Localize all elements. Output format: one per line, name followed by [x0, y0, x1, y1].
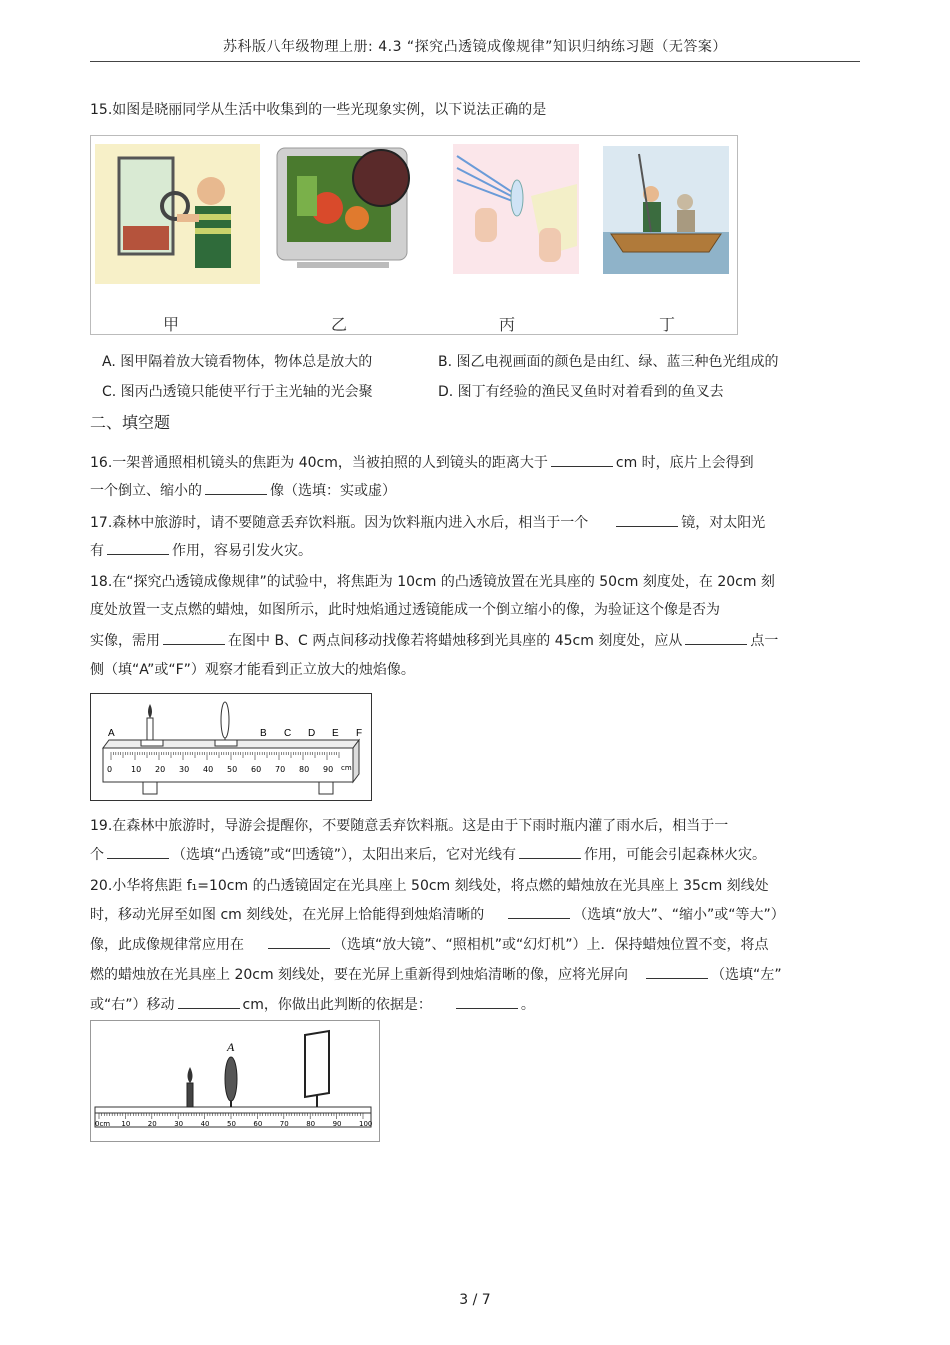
q18-point-label: B: [260, 728, 267, 739]
q19-text-a: 个: [90, 847, 104, 863]
q16-text-c: 一个倒立、缩小的: [90, 483, 202, 499]
q18-blank-2: [685, 630, 747, 645]
figure-ding-image: [603, 146, 729, 274]
q18-tick-label: 0: [107, 765, 113, 774]
q18-line4: 侧（填“A”或“F”）观察才能看到正立放大的烛焰像。: [90, 662, 415, 678]
q20-tick-label: 10: [121, 1120, 131, 1128]
q17-line2: [90, 540, 860, 561]
q19-blank-1: [107, 844, 169, 859]
q20-tick-label: 0cm: [95, 1120, 111, 1128]
page-header: 苏科版八年级物理上册: 4.3 “探究凸透镜成像规律”知识归纳练习题（无答案）: [223, 39, 727, 55]
q20-blank-3: [646, 964, 708, 979]
q20-figure: [90, 1020, 380, 1142]
q20-optical-bench: [91, 1021, 379, 1141]
figure-label-yi: 乙: [331, 315, 348, 334]
q18-tick-label: 10: [131, 765, 142, 774]
q17-text-b: 镜，对太阳光: [681, 515, 766, 531]
q18-text-c: 点一: [750, 633, 779, 649]
figure-yi-image: [277, 148, 409, 268]
q20-text-d: （选填“放大镜”、“照相机”或“幻灯机”）上．保持蜡烛位置不变，将点: [333, 937, 769, 953]
q17-blank-1: [616, 512, 678, 527]
q17-text-c: 有: [90, 543, 104, 559]
q15-figure: [90, 135, 738, 335]
q16-text-d: 像（选填：实或虚）: [270, 483, 396, 499]
figure-label-jia: 甲: [163, 315, 180, 334]
q18-tick-label: 50: [227, 765, 238, 774]
q18-text-a: 实像，需用: [90, 633, 160, 649]
figure-jia-image: [95, 144, 260, 284]
q20-blank-2: [268, 934, 330, 949]
q20-line3: [90, 934, 860, 955]
q18-unit-label: cm: [341, 764, 352, 772]
q15-option-d: D. 图丁有经验的渔民叉鱼时对着看到的鱼叉去: [438, 384, 724, 400]
q19-line1: 19.在森林中旅游时，导游会提醒你，不要随意丢弃饮料瓶。这是由于下雨时瓶内灌了雨水后，相当于一: [90, 818, 729, 834]
q16-blank-2: [205, 480, 267, 495]
q20-text-e: 燃的蜡烛放在光具座上 20cm 刻线处，要在光屏上重新得到烛焰清晰的像，应将光屏向: [90, 967, 629, 983]
q18-text-b: 在图中 B、C 两点间移动找像若将蜡烛移到光具座的 45cm 刻度处，应从: [228, 633, 683, 649]
header-divider: [90, 61, 860, 62]
q18-line1: 18.在“探究凸透镜成像规律”的试验中，将焦距为 10cm 的凸透镜放置在光具座的 50cm 刻度处，在 20cm 刻: [90, 574, 775, 590]
q16-text-b: cm 时，底片上会得到: [615, 455, 754, 471]
q15-option-a: A. 图甲隔着放大镜看物体，物体总是放大的: [102, 354, 373, 370]
q15-figure-art: [91, 136, 737, 334]
q20-text-h: cm，你做出此判断的依据是：: [242, 997, 432, 1013]
q18-tick-label: 20: [155, 765, 166, 774]
q20-tick-label: 90: [332, 1120, 342, 1128]
figure-label-bing: 丙: [499, 315, 516, 334]
q15-option-b: B. 图乙电视画面的颜色是由红、绿、蓝三种色光组成的: [438, 354, 779, 370]
q19-text-b: （选填“凸透镜”或“凹透镜”），太阳出来后，它对光线有: [172, 847, 517, 863]
q20-blank-1: [508, 904, 570, 919]
page-number: 3 / 7: [459, 1292, 491, 1308]
q20-tick-label: 80: [306, 1120, 316, 1128]
q20-text-c: 像，此成像规律常应用在: [90, 937, 244, 953]
figure-bing-image: [453, 144, 579, 274]
figure-label-ding: 丁: [659, 315, 676, 334]
q15-option-c: C. 图丙凸透镜只能使平行于主光轴的光会聚: [102, 384, 373, 400]
q20-line4: [90, 964, 860, 985]
q18-tick-label: 70: [275, 765, 286, 774]
q18-figure: [90, 693, 372, 801]
q18-tick-label: 60: [251, 765, 262, 774]
q20-tick-label: 70: [279, 1120, 289, 1128]
section-title: 二、填空题: [90, 413, 171, 432]
q18-point-label: F: [356, 728, 363, 739]
q19-text-c: 作用，可能会引起森林火灾。: [584, 847, 767, 863]
q20-text-b: （选填“放大”、“缩小”或“等大”）: [573, 907, 785, 923]
q18-blank-1: [163, 630, 225, 645]
q17-line1: [90, 512, 860, 533]
q16-line2: [90, 480, 860, 501]
q20-tick-label: 40: [200, 1120, 210, 1128]
q18-tick-label: 40: [203, 765, 214, 774]
q18-point-label: D: [308, 728, 316, 739]
q16-text-a: 16.一架普通照相机镜头的焦距为 40cm，当被拍照的人到镜头的距离大于: [90, 455, 548, 471]
q17-text-d: 作用，容易引发火灾。: [172, 543, 312, 559]
q20-text-g: 或“右”）移动: [90, 997, 175, 1013]
q18-tick-label: 30: [179, 765, 190, 774]
q17-text-a: 17.森林中旅游时，请不要随意丢弃饮料瓶。因为饮料瓶内进入水后，相当于一个: [90, 515, 589, 531]
q20-text-a: 时，移动光屏至如图 cm 刻线处，在光屏上恰能得到烛焰清晰的: [90, 907, 485, 923]
q18-point-label: E: [332, 728, 339, 739]
q20-text-f: （选填“左”: [711, 967, 782, 983]
q16-line1: [90, 452, 860, 473]
q18-line2: 度处放置一支点燃的蜡烛，如图所示，此时烛焰通过透镜能成一个倒立缩小的像，为验证这个像是否为: [90, 602, 720, 618]
q18-optical-bench: [91, 694, 371, 800]
q17-blank-2: [107, 540, 169, 555]
q19-blank-2: [519, 844, 581, 859]
q20-text-i: 。: [520, 997, 535, 1013]
q20-tick-label: 30: [174, 1120, 184, 1128]
q20-tick-label: 100: [359, 1120, 373, 1128]
q18-point-label: C: [284, 728, 292, 739]
q20-line2: [90, 904, 860, 925]
q18-line3: [90, 630, 860, 651]
q20-line1: 20.小华将焦距 f₁=10cm 的凸透镜固定在光具座上 50cm 刻线处，将点燃的蜡烛放在光具座上 35cm 刻线处: [90, 878, 769, 894]
q20-blank-5: [456, 994, 518, 1009]
q20-tick-label: 60: [253, 1120, 263, 1128]
q20-blank-4: [178, 994, 240, 1009]
q20-line5: [90, 994, 860, 1015]
q18-points: [108, 728, 362, 739]
q18-point-label: A: [108, 728, 115, 739]
q16-blank-1: [551, 452, 613, 467]
q20-tick-label: 20: [147, 1120, 157, 1128]
q18-tick-label: 80: [299, 765, 310, 774]
q18-tick-label: 90: [323, 765, 334, 774]
q20-lens-label: A: [227, 1040, 235, 1054]
q20-tick-label: 50: [227, 1120, 236, 1128]
q19-line2: [90, 844, 860, 865]
q15-stem: 15.如图是晓丽同学从生活中收集到的一些光现象实例，以下说法正确的是: [90, 102, 547, 118]
